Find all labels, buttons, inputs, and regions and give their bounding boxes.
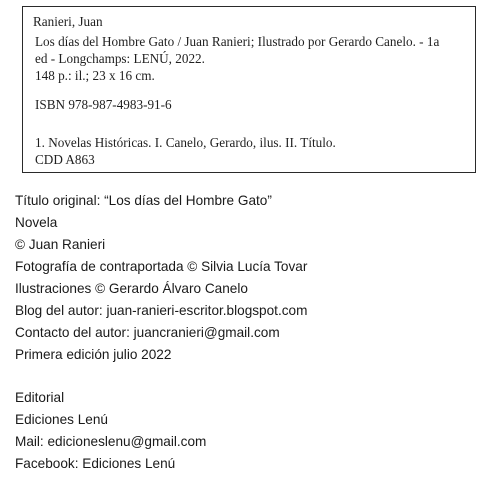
back-cover-photo-credit: Fotografía de contraportada © Silvia Lucía Tovar bbox=[15, 259, 308, 274]
publisher-heading: Editorial bbox=[15, 390, 65, 405]
copyright-author: © Juan Ranieri bbox=[15, 237, 106, 252]
catalog-isbn: ISBN 978-987-4983-91-6 bbox=[35, 97, 172, 112]
catalog-classification: CDD A863 bbox=[35, 152, 95, 167]
original-title: Título original: “Los días del Hombre Gato” bbox=[15, 193, 272, 208]
catalog-title-statement-line2: ed - Longchamps: LENÚ, 2022. bbox=[35, 51, 205, 66]
publisher-facebook: Facebook: Ediciones Lenú bbox=[15, 456, 176, 471]
cataloging-record-box bbox=[22, 6, 476, 173]
genre: Novela bbox=[15, 215, 58, 230]
first-edition-date: Primera edición julio 2022 bbox=[15, 347, 172, 362]
publisher-name: Ediciones Lenú bbox=[15, 412, 108, 427]
catalog-author-heading: Ranieri, Juan bbox=[33, 14, 103, 29]
author-contact: Contacto del autor: juancranieri@gmail.com bbox=[15, 325, 280, 340]
catalog-physical-description: 148 p.: il.; 23 x 16 cm. bbox=[35, 68, 155, 83]
catalog-title-statement-line1: Los días del Hombre Gato / Juan Ranieri; Ilustrado por Gerardo Canelo. - 1a bbox=[35, 34, 440, 49]
illustrations-credit: Ilustraciones © Gerardo Álvaro Canelo bbox=[15, 281, 248, 296]
author-blog: Blog del autor: juan-ranieri-escritor.blogspot.com bbox=[15, 303, 308, 318]
catalog-subjects: 1. Novelas Históricas. I. Canelo, Gerardo, ilus. II. Título. bbox=[35, 135, 336, 150]
publisher-mail: Mail: edicioneslenu@gmail.com bbox=[15, 434, 207, 449]
